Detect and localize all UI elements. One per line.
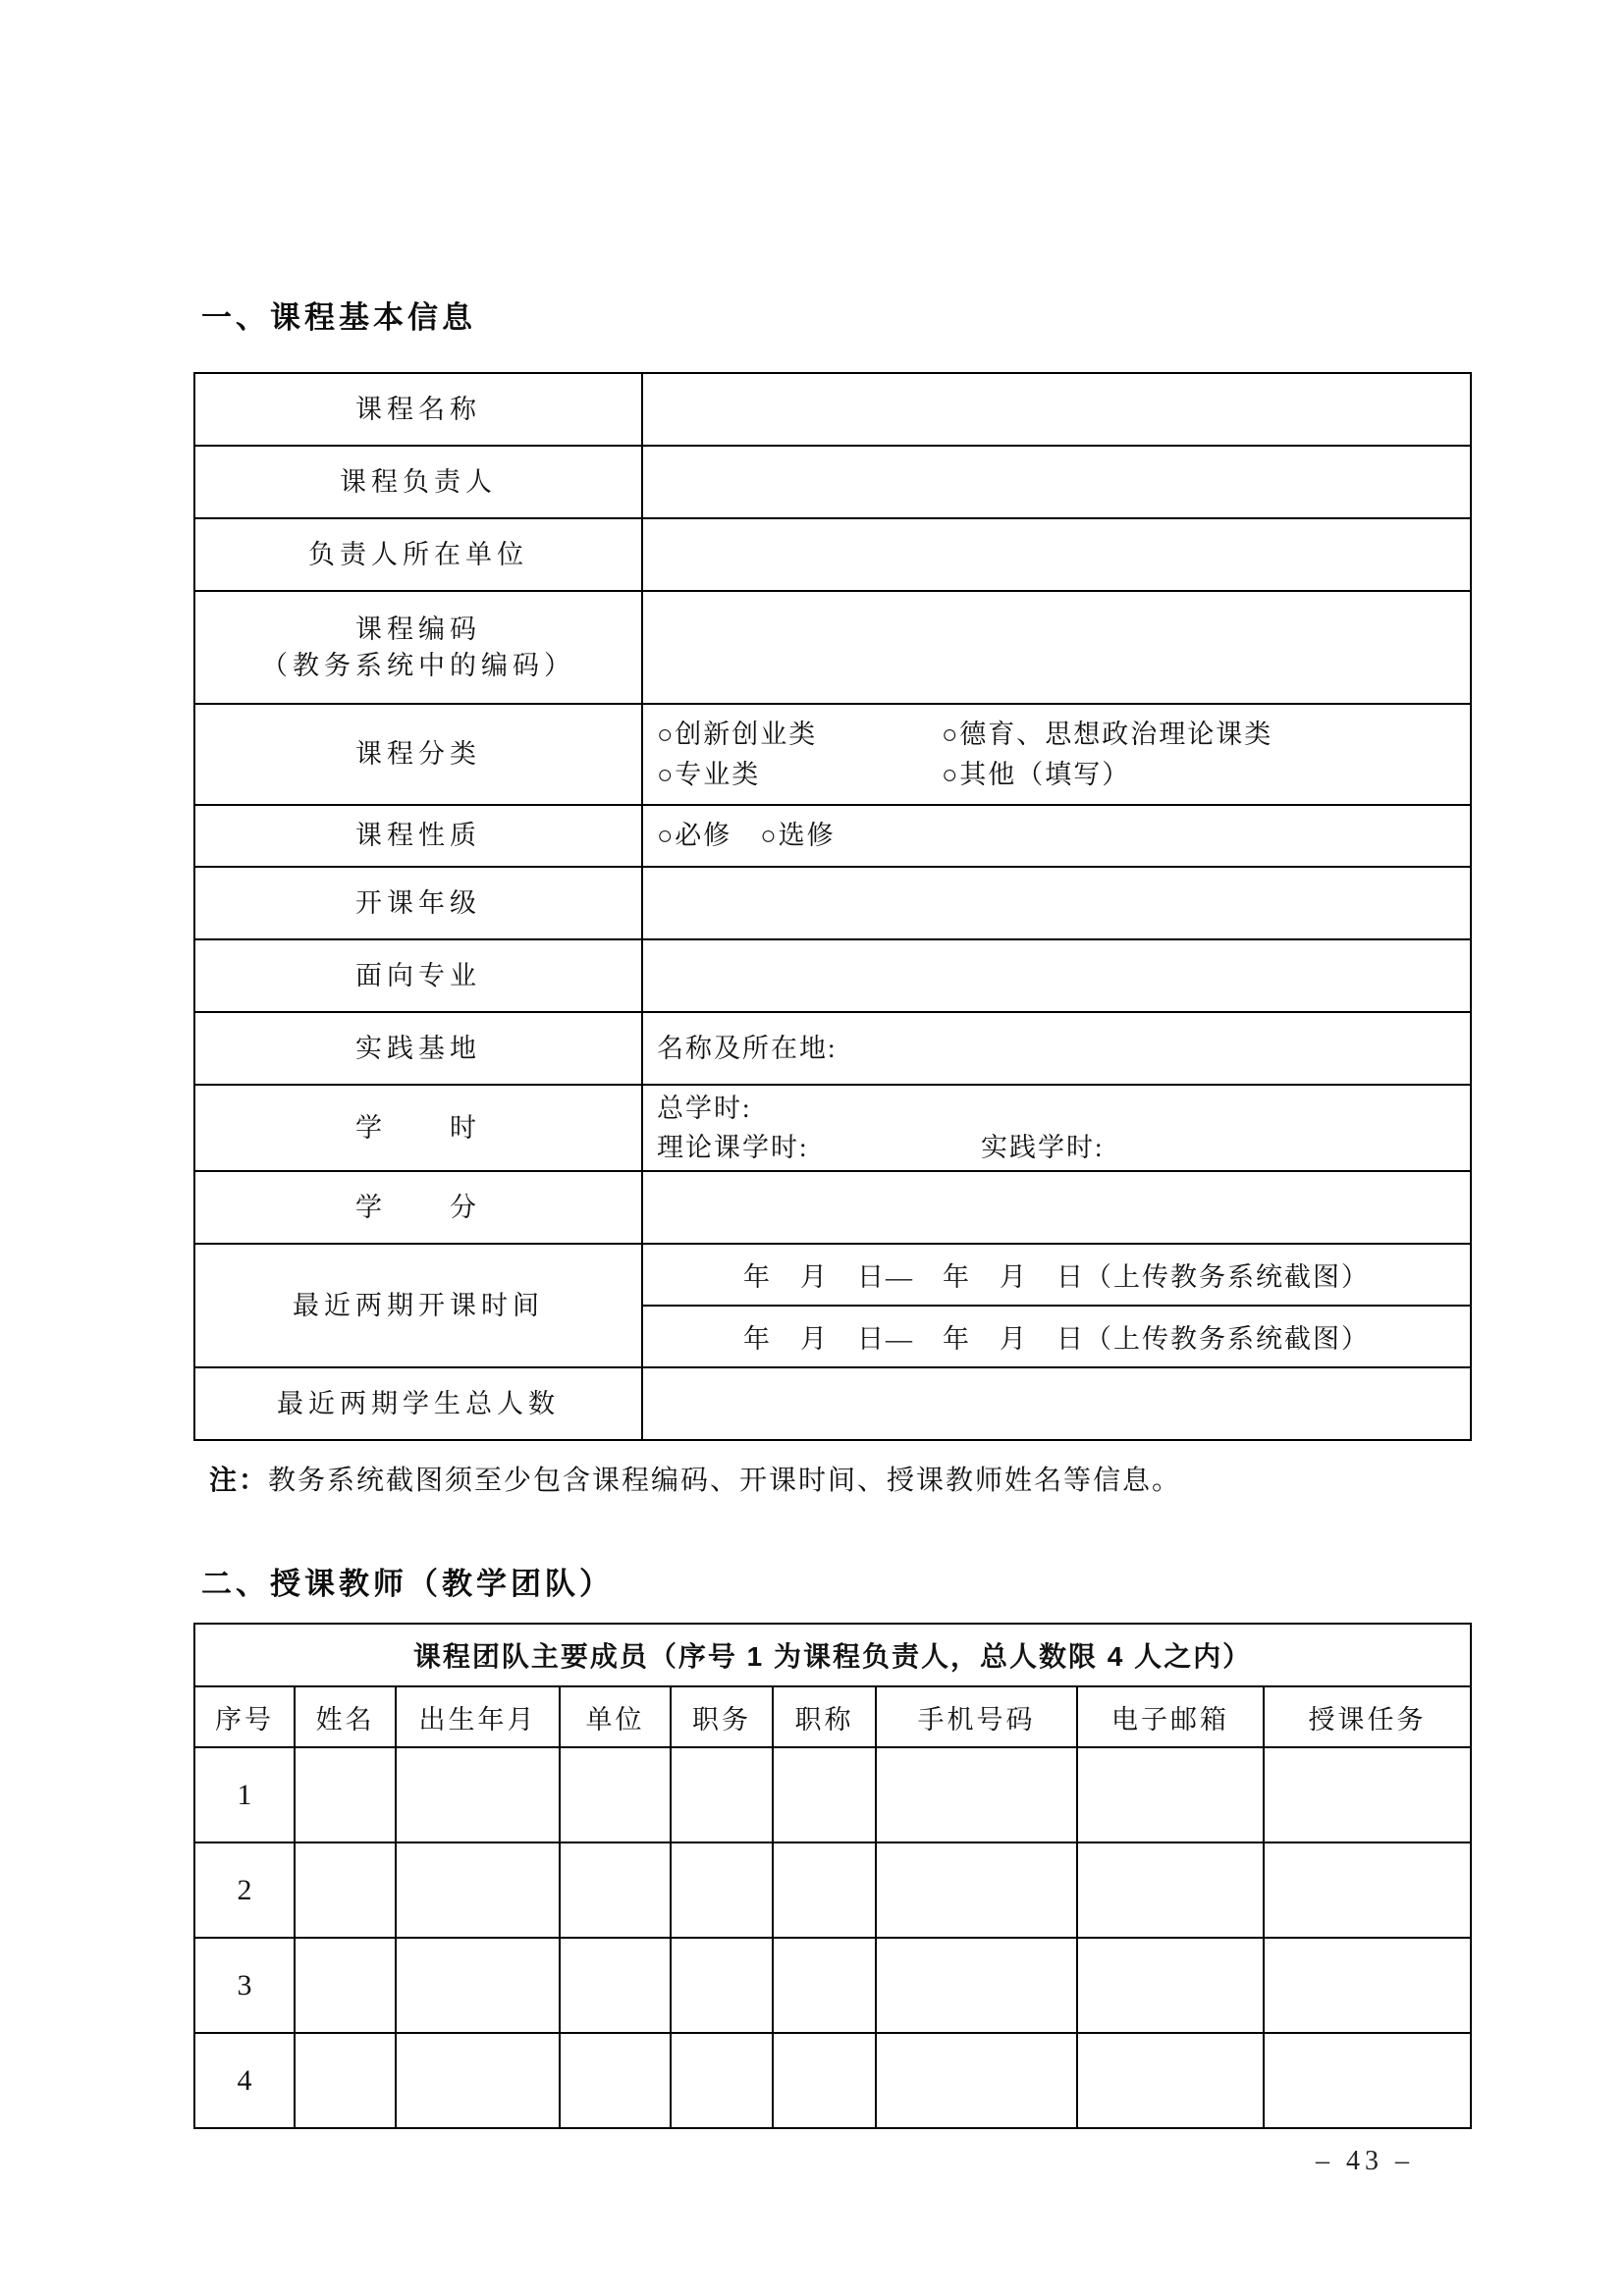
member-2-phone-cell [876, 1842, 1077, 1938]
total-hours-text: 总学时: [657, 1093, 752, 1123]
category-option-line1 [657, 715, 1460, 755]
col-header-index: 序号 [194, 1686, 295, 1747]
course-code-label [194, 591, 642, 704]
member-2-task-cell [1264, 1842, 1471, 1938]
member-4-task-cell [1264, 2033, 1471, 2128]
member-4-name-cell [295, 2033, 396, 2128]
credits-label: 学 分 [194, 1171, 642, 1244]
theory-hours-text: 理论课学时: [657, 1133, 809, 1162]
member-3-phone-cell [876, 1938, 1077, 2033]
option-other: ○其他（填写） [942, 759, 1131, 789]
member-1-unit-cell [560, 1747, 671, 1842]
section1-title: 一、课程基本信息 [201, 300, 476, 335]
practice-hours-text: 实践学时: [981, 1133, 1105, 1162]
course-name-label: 课程名称 [194, 373, 642, 446]
option-moral-politics: ○德育、思想政治理论课类 [942, 720, 1273, 749]
member-2-birthdate-cell [396, 1842, 560, 1938]
footnote [209, 1459, 1181, 1498]
col-header-phone: 手机号码 [876, 1686, 1077, 1747]
member-1-title-cell [773, 1747, 876, 1842]
course-name-value-cell [642, 373, 1471, 446]
member-4-title-cell [773, 2033, 876, 2128]
hours-breakdown-line [657, 1128, 1460, 1168]
target-major-value-cell [642, 939, 1471, 1012]
class-hours-label: 学 时 [194, 1085, 642, 1171]
leader-unit-label: 负责人所在单位 [194, 518, 642, 591]
recent-term1-dates: 年 月 日— 年 月 日（上传教务系统截图） [642, 1244, 1471, 1306]
recent-term2-dates: 年 月 日— 年 月 日（上传教务系统截图） [642, 1306, 1471, 1367]
member-4-position-cell [671, 2033, 773, 2128]
course-nature-label: 课程性质 [194, 805, 642, 867]
credits-value-cell [642, 1171, 1471, 1244]
course-leader-label: 课程负责人 [194, 446, 642, 518]
member-1-position-cell [671, 1747, 773, 1842]
member-3-task-cell [1264, 1938, 1471, 2033]
page-number: – 43 – [1316, 2146, 1414, 2176]
start-grade-value-cell [642, 867, 1471, 939]
recent-students-value-cell [642, 1367, 1471, 1440]
category-option-line2 [657, 755, 1460, 795]
col-header-birthdate: 出生年月 [396, 1686, 560, 1747]
member-1-index: 1 [194, 1747, 295, 1842]
course-leader-value-cell [642, 446, 1471, 518]
member-1-task-cell [1264, 1747, 1471, 1842]
course-category-label: 课程分类 [194, 704, 642, 805]
member-4-index: 4 [194, 2033, 295, 2128]
col-header-email: 电子邮箱 [1077, 1686, 1264, 1747]
option-professional: ○专业类 [657, 759, 761, 789]
member-4-phone-cell [876, 2033, 1077, 2128]
section2-title: 二、授课教师（教学团队） [201, 1567, 614, 1601]
member-3-position-cell [671, 1938, 773, 2033]
member-4-unit-cell [560, 2033, 671, 2128]
member-2-email-cell [1077, 1842, 1264, 1938]
member-3-birthdate-cell [396, 1938, 560, 2033]
course-basic-info-table [193, 372, 1472, 1441]
course-nature-options: ○必修 ○选修 [642, 805, 1471, 867]
class-hours-value-cell [642, 1085, 1471, 1171]
course-code-value-cell [642, 591, 1471, 704]
member-1-phone-cell [876, 1747, 1077, 1842]
teaching-team-table [193, 1623, 1472, 2129]
practice-base-label: 实践基地 [194, 1012, 642, 1085]
practice-base-value: 名称及所在地: [642, 1012, 1471, 1085]
member-3-index: 3 [194, 1938, 295, 2033]
course-code-label-line2: （教务系统中的编码） [261, 650, 575, 680]
team-table-title: 课程团队主要成员（序号 1 为课程负责人，总人数限 4 人之内） [194, 1624, 1471, 1686]
col-header-name: 姓名 [295, 1686, 396, 1747]
member-1-birthdate-cell [396, 1747, 560, 1842]
member-2-unit-cell [560, 1842, 671, 1938]
member-2-index: 2 [194, 1842, 295, 1938]
member-3-title-cell [773, 1938, 876, 2033]
member-4-birthdate-cell [396, 2033, 560, 2128]
footnote-text: 教务系统截图须至少包含课程编码、开课时间、授课教师姓名等信息。 [268, 1466, 1182, 1496]
member-row-4 [194, 2033, 1471, 2128]
recent-terms-label: 最近两期开课时间 [194, 1244, 642, 1367]
recent-students-label: 最近两期学生总人数 [194, 1367, 642, 1440]
member-row-2 [194, 1842, 1471, 1938]
start-grade-label: 开课年级 [194, 867, 642, 939]
course-code-label-line1: 课程编码 [355, 614, 481, 645]
member-3-email-cell [1077, 1938, 1264, 2033]
target-major-label: 面向专业 [194, 939, 642, 1012]
member-3-name-cell [295, 1938, 396, 2033]
member-row-3 [194, 1938, 1471, 2033]
course-category-options-cell [642, 704, 1471, 805]
member-row-1 [194, 1747, 1471, 1842]
col-header-task: 授课任务 [1264, 1686, 1471, 1747]
member-4-email-cell [1077, 2033, 1264, 2128]
leader-unit-value-cell [642, 518, 1471, 591]
col-header-title: 职称 [773, 1686, 876, 1747]
member-2-position-cell [671, 1842, 773, 1938]
member-3-unit-cell [560, 1938, 671, 2033]
option-innovation: ○创新创业类 [657, 720, 818, 749]
col-header-position: 职务 [671, 1686, 773, 1747]
footnote-prefix: 注： [209, 1466, 269, 1496]
member-1-email-cell [1077, 1747, 1264, 1842]
member-2-name-cell [295, 1842, 396, 1938]
member-2-title-cell [773, 1842, 876, 1938]
col-header-unit: 单位 [560, 1686, 671, 1747]
member-1-name-cell [295, 1747, 396, 1842]
